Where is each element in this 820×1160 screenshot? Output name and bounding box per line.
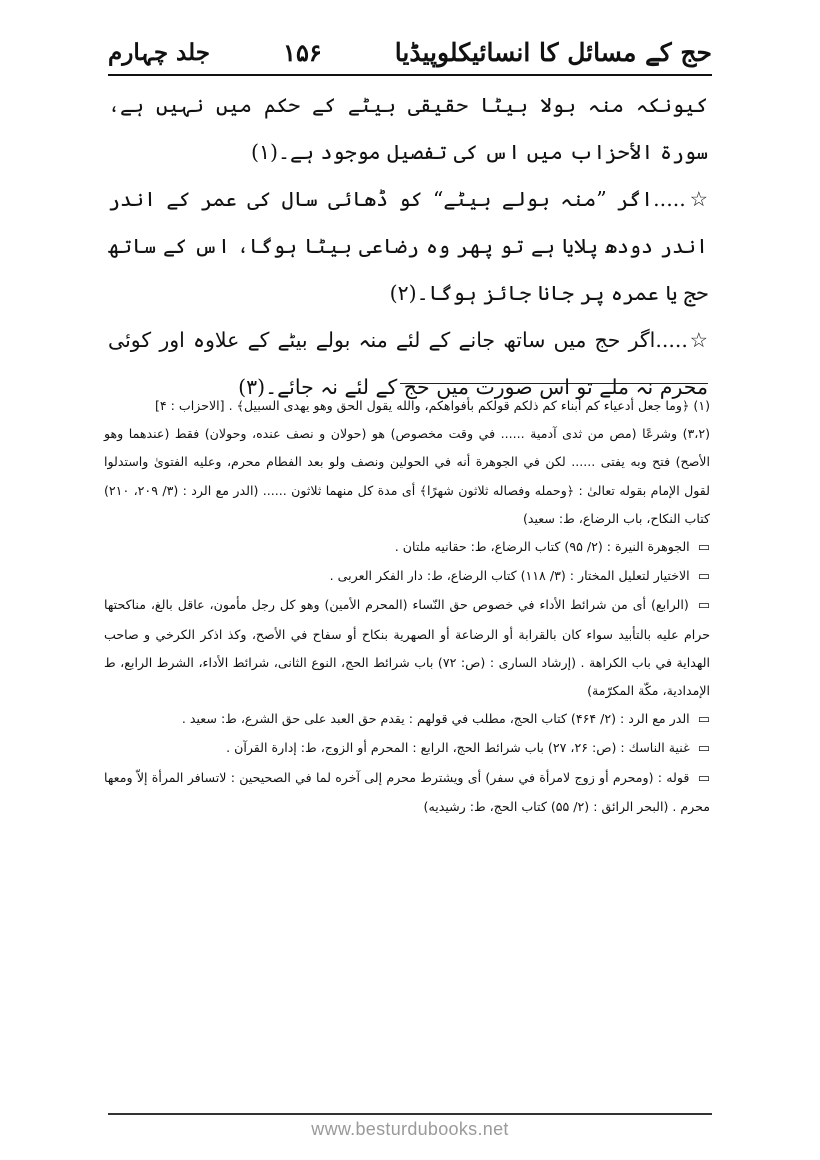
main-paragraph: ☆.....اگر ”منہ بولے بیٹے“ کو ڈھائی سال کی عمر کے اندر اندر دودھ پلایا ہے تو پھر وہ رضاعی بیٹا ہوگا، اس کے ساتھ حج یا عمرہ پر جانا جائز ہوگا۔(۲) bbox=[108, 187, 708, 305]
footnote-item bbox=[104, 392, 710, 420]
footnote-text: (۱) ﴿وما جعل أدعياء كم أبناء كم ذلكم قولكم بأفواهكم، والله يقول الحق وهو يهدى السبيل﴾ . [الاحزاب : ۴] bbox=[154, 398, 710, 413]
main-text bbox=[108, 82, 708, 411]
footnote-item bbox=[104, 562, 710, 591]
footnote-divider bbox=[400, 383, 708, 384]
book-icon: ▭ bbox=[697, 540, 710, 556]
footnotes bbox=[104, 392, 710, 821]
bottom-divider bbox=[108, 1113, 712, 1115]
footnote-item bbox=[104, 591, 710, 705]
book-icon: ▭ bbox=[697, 598, 710, 614]
footnote-text: (الرابع) أى من شرائط الأداء في خصوص حق النّساء (المحرم الأمين) وهو كل رجل مأمون، عاقل بالغ، مناكحتها حرام عليه بالتأبيد سواء كان بالقرابة أو الرضاعة أو الصهرية بنكاح أو سفاح في الأصح، وكذ اذكر الكرخي و صاحب الهداية في باب الكراهة . (إرشاد السارى : (ص: ۷۲) باب شرائط الحج، النوع الثانى، شرائط الأداء، الشرط الرابع، ط الإمدادية، مكّة المكرّمة) bbox=[104, 597, 710, 699]
footnote-item bbox=[104, 420, 710, 533]
footnote-text: الجوهرة النيرة : (۲/ ۹۵) كتاب الرضاع، ط: حقانيه ملتان . bbox=[394, 539, 690, 555]
footnote-text: قوله : (ومحرم أو زوج لامرأة في سفر) أى ويشترط محرم إلى آخره لما في الصحيحين : لاتسافر المرأة إلاّ ومعها محرم . (البحر الرائق : (۲/ ۵۵) كتاب الحج، ط: رشيديه) bbox=[104, 769, 710, 814]
footnote-item bbox=[104, 533, 710, 562]
footnote-item bbox=[104, 734, 710, 763]
footnote-text: (۳،۲) وشرعًا (مص من ثدى آدمية ...... في وقت مخصوص) هو (حولان و نصف عنده، وحولان) فقط (عندهما وهو الأصح) فتح وبه يفتى ...... لكن في الجوهرة أنه في الحولين ونصف ولو بعد الفطام محرم، وعليه الفتوىٰ واستدلوا لقول الإمام بقوله تعالىٰ : ﴿وحمله وفصاله ثلاثون شهرًا﴾ أى مدة كل منهما ثلاثون ...... (الدر مع الرد : (۳/ ۲۰۹، ۲۱۰) كتاب النكاح، باب الرضاع، ط: سعيد) bbox=[104, 426, 710, 526]
main-paragraph: ☆.....اگر حج میں ساتھ جانے کے لئے منہ بولے بیٹے کے علاوہ اور کوئی محرم نہ ملے تو اس صورت میں حج کے لئے نہ جائے۔(۳) bbox=[108, 328, 708, 399]
footnote-text: الدر مع الرد : (۲/ ۴۶۴) كتاب الحج، مطلب في قولهم : يقدم حق العبد على حق الشرع، ط: سعيد . bbox=[181, 711, 690, 727]
book-title: حج کے مسائل کا انسائیکلوپیڈیا bbox=[394, 37, 712, 67]
footnote-item bbox=[104, 705, 710, 734]
website-watermark: www.besturdubooks.net bbox=[311, 1119, 509, 1139]
volume-label: جلد چہارم bbox=[108, 38, 210, 66]
main-paragraph: کیونکہ منہ بولا بیٹا حقیقی بیٹے کے حکم میں نہیں ہے، سورۃ الأحزاب میں اس کی تفصیل موجود ہے۔(۱) bbox=[108, 93, 708, 164]
footnote-text: غنية الناسك : (ص: ۲۶، ۲۷) باب شرائط الحج، الرابع : المحرم أو الزوج، ط: إدارة القرآن . bbox=[226, 740, 690, 756]
book-icon: ▭ bbox=[697, 770, 710, 786]
footnote-item bbox=[104, 764, 710, 821]
footnote-text: الاختيار لتعليل المختار : (۳/ ۱۱۸) كتاب الرضاع، ط: دار الفكر العربى . bbox=[329, 568, 690, 584]
book-icon: ▭ bbox=[697, 569, 710, 585]
book-icon: ▭ bbox=[697, 712, 710, 728]
page-header bbox=[108, 30, 712, 76]
book-icon: ▭ bbox=[697, 741, 710, 757]
page-number: ۱۵۶ bbox=[283, 37, 322, 67]
